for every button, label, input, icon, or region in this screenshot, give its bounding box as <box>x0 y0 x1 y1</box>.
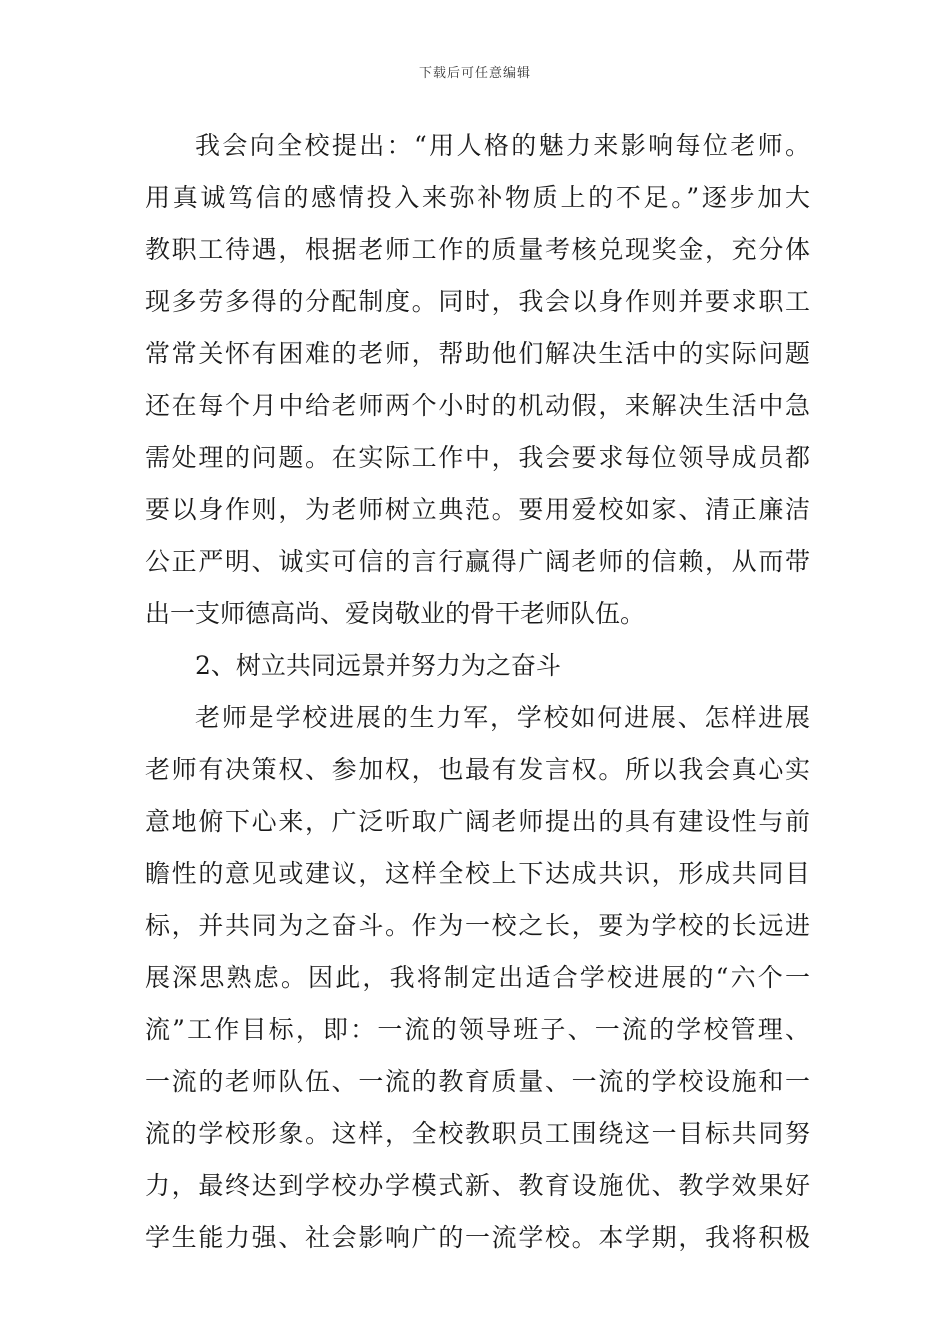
text-line: 要以身作则，为老师树立典范。要用爱校如家、清正廉洁 <box>145 495 810 524</box>
text-line: 瞻性的意见或建议，这样全校上下达成共识，形成共同目 <box>145 859 810 888</box>
text-line: 出一支师德高尚、爱岗敬业的骨干老师队伍。 <box>145 599 646 628</box>
text-line: 老师有决策权、参加权，也最有发言权。所以我会真心实 <box>145 755 810 784</box>
text-line: 意地俯下心来，广泛听取广阔老师提出的具有建设性与前 <box>145 807 810 836</box>
text-line: 流的学校形象。这样，全校教职员工围绕这一目标共同努 <box>145 1119 810 1148</box>
text-line: 标，并共同为之奋斗。作为一校之长，要为学校的长远进 <box>145 911 810 940</box>
text-line: 需处理的问题。在实际工作中，我会要求每位领导成员都 <box>145 443 810 472</box>
text-line: 常常关怀有困难的老师，帮助他们解决生活中的实际问题 <box>145 339 810 368</box>
text-line: 学生能力强、社会影响广的一流学校。本学期，我将积极 <box>145 1223 810 1252</box>
text-line: 一流的老师队伍、一流的教育质量、一流的学校设施和一 <box>145 1067 810 1096</box>
text-line: 展深思熟虑。因此，我将制定出适合学校进展的“六个一 <box>145 963 810 992</box>
text-line: 现多劳多得的分配制度。同时，我会以身作则并要求职工 <box>145 287 810 316</box>
text-line: 力，最终达到学校办学模式新、教育设施优、教学效果好 <box>145 1171 810 1200</box>
text-line: 流”工作目标，即：一流的领导班子、一流的学校管理、 <box>145 1015 810 1044</box>
text-line: 我会向全校提出：“用人格的魅力来影响每位老师。 <box>195 131 810 160</box>
section-heading: 2、树立共同远景并努力为之奋斗 <box>195 651 561 680</box>
text-line: 用真诚笃信的感情投入来弥补物质上的不足。”逐步加大 <box>145 183 810 212</box>
text-line: 老师是学校进展的生力军，学校如何进展、怎样进展 <box>195 703 810 732</box>
text-line: 公正严明、诚实可信的言行赢得广阔老师的信赖，从而带 <box>145 547 810 576</box>
text-line: 还在每个月中给老师两个小时的机动假，来解决生活中急 <box>145 391 810 420</box>
text-line: 教职工待遇，根据老师工作的质量考核兑现奖金，充分体 <box>145 235 810 264</box>
document-body <box>145 120 810 1264</box>
page-header: 下载后可任意编辑 <box>418 66 531 81</box>
